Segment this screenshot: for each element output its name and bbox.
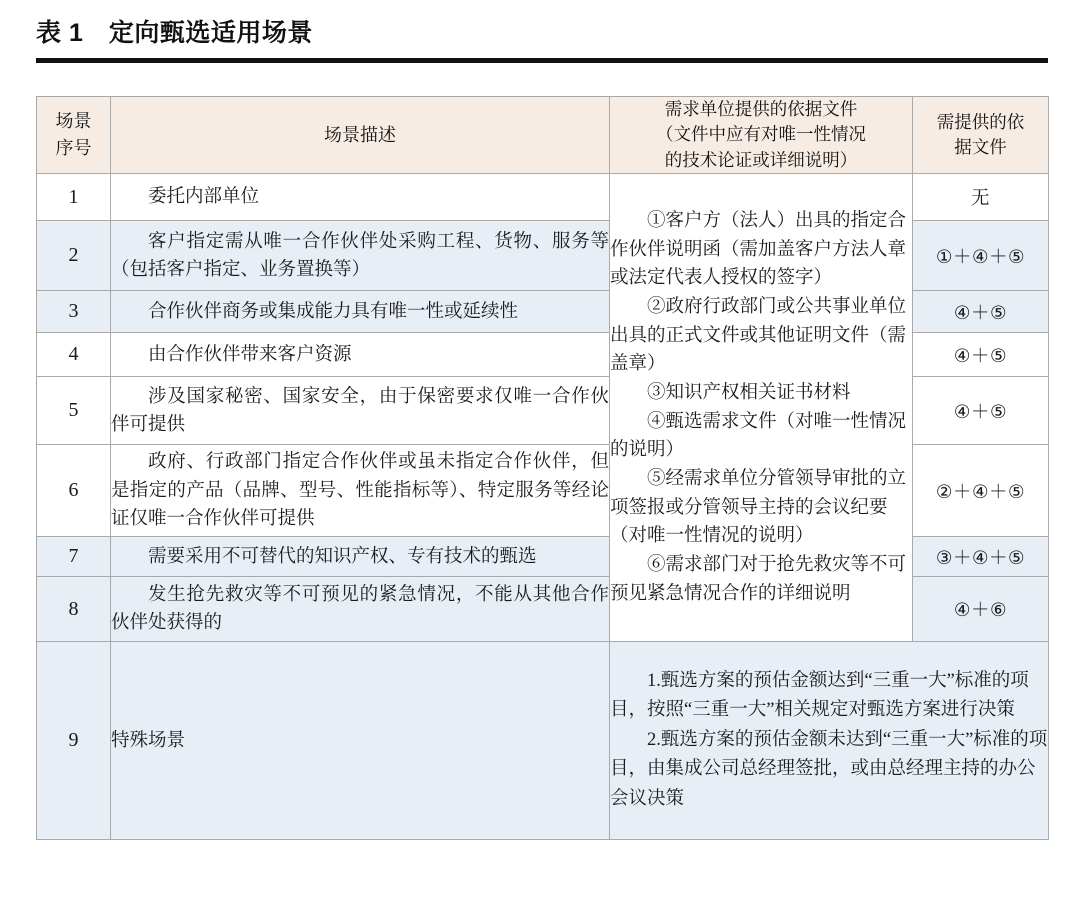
evidence-doc-item: ②政府行政部门或公共事业单位出具的正式文件或其他证明文件（需盖章） [610, 296, 907, 375]
cell-scenario-no: 7 [37, 537, 111, 577]
table-container [36, 96, 1048, 840]
cell-scenario-no: 4 [37, 333, 111, 377]
cell-scenario-no: 2 [37, 221, 111, 291]
cell-scenario-desc: 需要采用不可替代的知识产权、专有技术的甄选 [111, 537, 610, 577]
special-item: 1.甄选方案的预估金额达到“三重一大”标准的项目，按照“三重一大”相关规定对甄选方案进行决策 [610, 670, 1029, 721]
evidence-doc-item: ⑤经需求单位分管领导审批的立项签报或分管领导主持的会议纪要（对唯一性情况的说明） [610, 468, 907, 547]
cell-scenario-no: 5 [37, 377, 111, 445]
page-title: 表 1 定向甄选适用场景 [36, 19, 313, 47]
cell-scenario-no: 6 [37, 445, 111, 537]
column-header-evidence-docs: 需求单位提供的依据文件 （文件中应有对唯一性情况 的技术论证或详细说明） [610, 97, 913, 174]
cell-required-docs: 无 [913, 174, 1049, 221]
cell-scenario-desc: 委托内部单位 [111, 174, 610, 221]
header-row [37, 97, 1049, 174]
cell-required-docs: ④＋⑤ [913, 291, 1049, 333]
column-header-required-docs: 需提供的依 据文件 [913, 97, 1049, 174]
table-header [37, 97, 1049, 174]
cell-required-docs: ④＋⑤ [913, 377, 1049, 445]
evidence-doc-item: ④甄选需求文件（对唯一性情况的说明） [610, 411, 907, 461]
cell-scenario-desc: 客户指定需从唯一合作伙伴处采购工程、货物、服务等（包括客户指定、业务置换等） [111, 221, 610, 291]
cell-required-docs: ①＋④＋⑤ [913, 221, 1049, 291]
column-header-scenario-no: 场景 序号 [37, 97, 111, 174]
cell-scenario-no: 1 [37, 174, 111, 221]
cell-scenario-desc: 合作伙伴商务或集成能力具有唯一性或延续性 [111, 291, 610, 333]
cell-required-docs: ③＋④＋⑤ [913, 537, 1049, 577]
cell-scenario-desc: 发生抢先救灾等不可预见的紧急情况，不能从其他合作伙伴处获得的 [111, 577, 610, 642]
cell-scenario-no: 3 [37, 291, 111, 333]
cell-scenario-desc: 特殊场景 [111, 642, 610, 840]
cell-scenario-desc: 由合作伙伴带来客户资源 [111, 333, 610, 377]
title-block [36, 18, 1048, 63]
cell-required-docs: ②＋④＋⑤ [913, 445, 1049, 537]
special-item: 2.甄选方案的预估金额未达到“三重一大”标准的项目，由集成公司总经理签批，或由总经理主持的办公会议决策 [610, 729, 1048, 810]
table-row [37, 174, 1049, 221]
cell-scenario-desc: 政府、行政部门指定合作伙伴或虽未指定合作伙伴，但是指定的产品（品牌、型号、性能指标等）、特定服务等经论证仅唯一合作伙伴可提供 [111, 445, 610, 537]
cell-scenario-no: 8 [37, 577, 111, 642]
column-header-scenario-desc: 场景描述 [111, 97, 610, 174]
table-row [37, 642, 1049, 840]
cell-evidence-docs-merged [610, 174, 913, 642]
cell-special-scenario-decision [610, 642, 1049, 840]
evidence-doc-item: ⑥需求部门对于抢先救灾等不可预见紧急情况合作的详细说明 [610, 554, 907, 604]
evidence-doc-item: ③知识产权相关证书材料 [647, 382, 851, 403]
cell-scenario-no: 9 [37, 642, 111, 840]
cell-scenario-desc: 涉及国家秘密、国家安全，由于保密要求仅唯一合作伙伴可提供 [111, 377, 610, 445]
table-body [37, 174, 1049, 840]
scenario-table [36, 96, 1049, 840]
cell-required-docs: ④＋⑥ [913, 577, 1049, 642]
evidence-doc-item: ①客户方（法人）出具的指定合作伙伴说明函（需加盖客户方法人章或法定代表人授权的签字） [610, 210, 907, 289]
cell-required-docs: ④＋⑤ [913, 333, 1049, 377]
title-rule-divider [36, 58, 1048, 63]
